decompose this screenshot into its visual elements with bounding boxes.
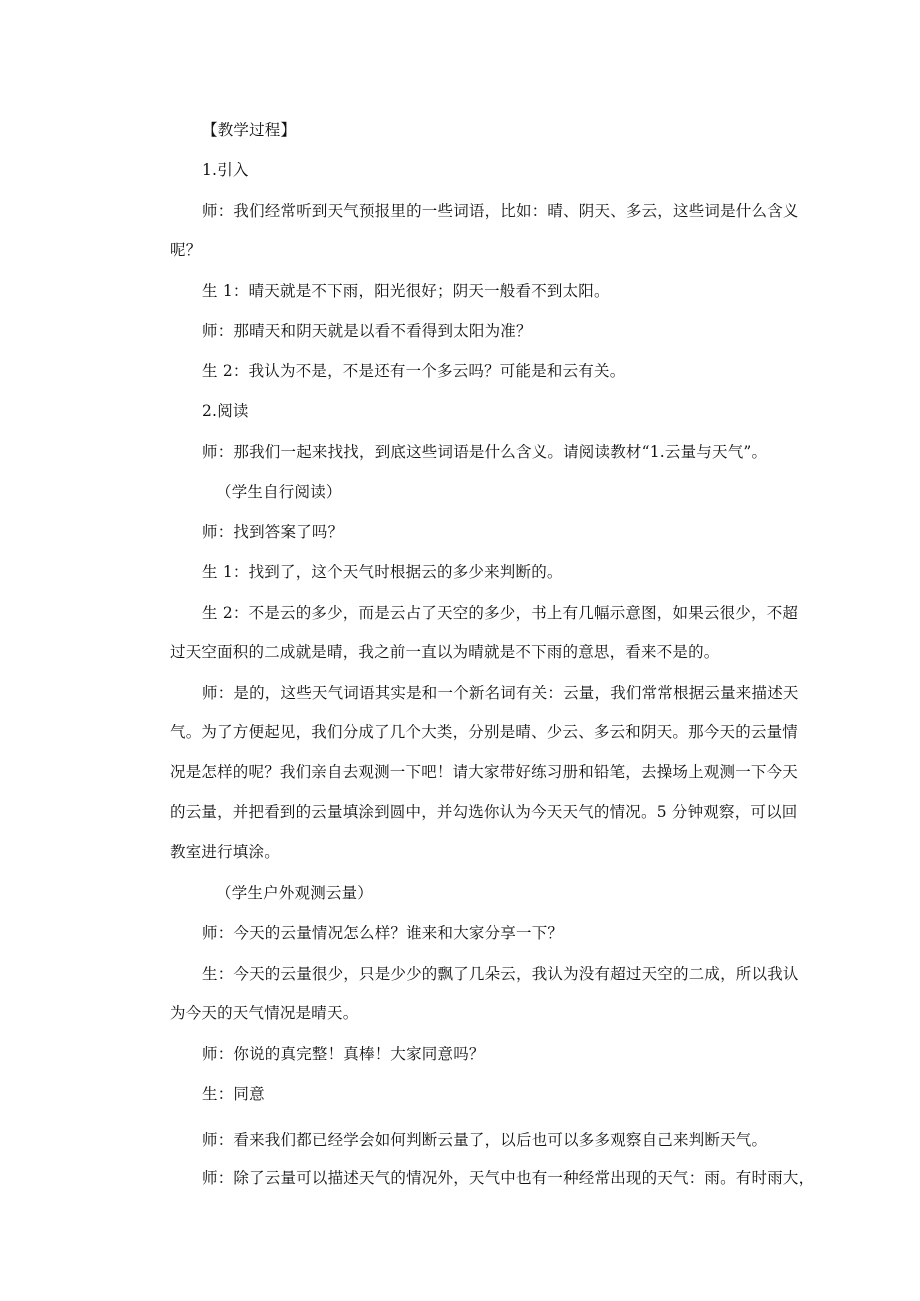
paragraph-line: 生 2：我认为不是，不是还有一个多云吗？可能是和云有关。 bbox=[202, 362, 626, 380]
paragraph-line: 生 1：找到了，这个天气时根据云的多少来判断的。 bbox=[202, 563, 563, 581]
paragraph-line: 生：同意 bbox=[202, 1085, 265, 1103]
paragraph-line: 师：是的，这些天气词语其实是和一个新名词有关：云量，我们常常根据云量来描述天 bbox=[202, 684, 799, 702]
paragraph-line: 呢？ bbox=[170, 241, 202, 259]
subsection-reading: 2.阅读 bbox=[202, 402, 249, 420]
subsection-intro: 1.引入 bbox=[202, 161, 249, 179]
paragraph-line: 师：找到答案了吗？ bbox=[202, 523, 344, 541]
stage-direction: （学生自行阅读） bbox=[216, 483, 342, 501]
paragraph-line: 为今天的天气情况是晴天。 bbox=[170, 1004, 359, 1022]
paragraph-line: 师：我们经常听到天气预报里的一些词语，比如：晴、阴天、多云，这些词是什么含义 bbox=[202, 202, 799, 220]
paragraph-line: 生 1：晴天就是不下雨，阳光很好；阴天一般看不到太阳。 bbox=[202, 282, 610, 300]
paragraph-line: 师：今天的云量情况怎么样？谁来和大家分享一下？ bbox=[202, 924, 564, 942]
paragraph-line: 师：除了云量可以描述天气的情况外，天气中也有一种经常出现的天气：雨。有时雨大， bbox=[202, 1169, 815, 1187]
paragraph-line: 生：今天的云量很少，只是少少的飘了几朵云，我认为没有超过天空的二成，所以我认 bbox=[202, 965, 799, 983]
paragraph-line: 师：那我们一起来找找，到底这些词语是什么含义。请阅读教材“1.云量与天气”。 bbox=[202, 443, 768, 461]
paragraph-line: 师：你说的真完整！真棒！大家同意吗？ bbox=[202, 1045, 485, 1063]
section-heading: 【教学过程】 bbox=[202, 121, 297, 139]
stage-direction: （学生户外观测云量） bbox=[216, 884, 374, 902]
paragraph-line: 过天空面积的二成就是晴，我之前一直以为晴就是不下雨的意思，看来不是的。 bbox=[170, 643, 720, 661]
paragraph-line: 的云量，并把看到的云量填涂到圆中，并勾选你认为今天天气的情况。5 分钟观察，可以回 bbox=[170, 803, 798, 821]
paragraph-line: 况是怎样的呢？我们亲自去观测一下吧！请大家带好练习册和铅笔，去操场上观测一下今天 bbox=[170, 763, 799, 781]
paragraph-line: 师：那晴天和阴天就是以看不看得到太阳为准？ bbox=[202, 322, 532, 340]
paragraph-line: 师：看来我们都已经学会如何判断云量了，以后也可以多多观察自己来判断天气。 bbox=[202, 1131, 768, 1149]
paragraph-line: 气。为了方便起见，我们分成了几个大类，分别是晴、少云、多云和阴天。那今天的云量情 bbox=[170, 723, 799, 741]
paragraph-line: 生 2：不是云的多少，而是云占了天空的多少，书上有几幅示意图，如果云很少，不超 bbox=[202, 604, 799, 622]
paragraph-line: 教室进行填涂。 bbox=[170, 843, 280, 861]
